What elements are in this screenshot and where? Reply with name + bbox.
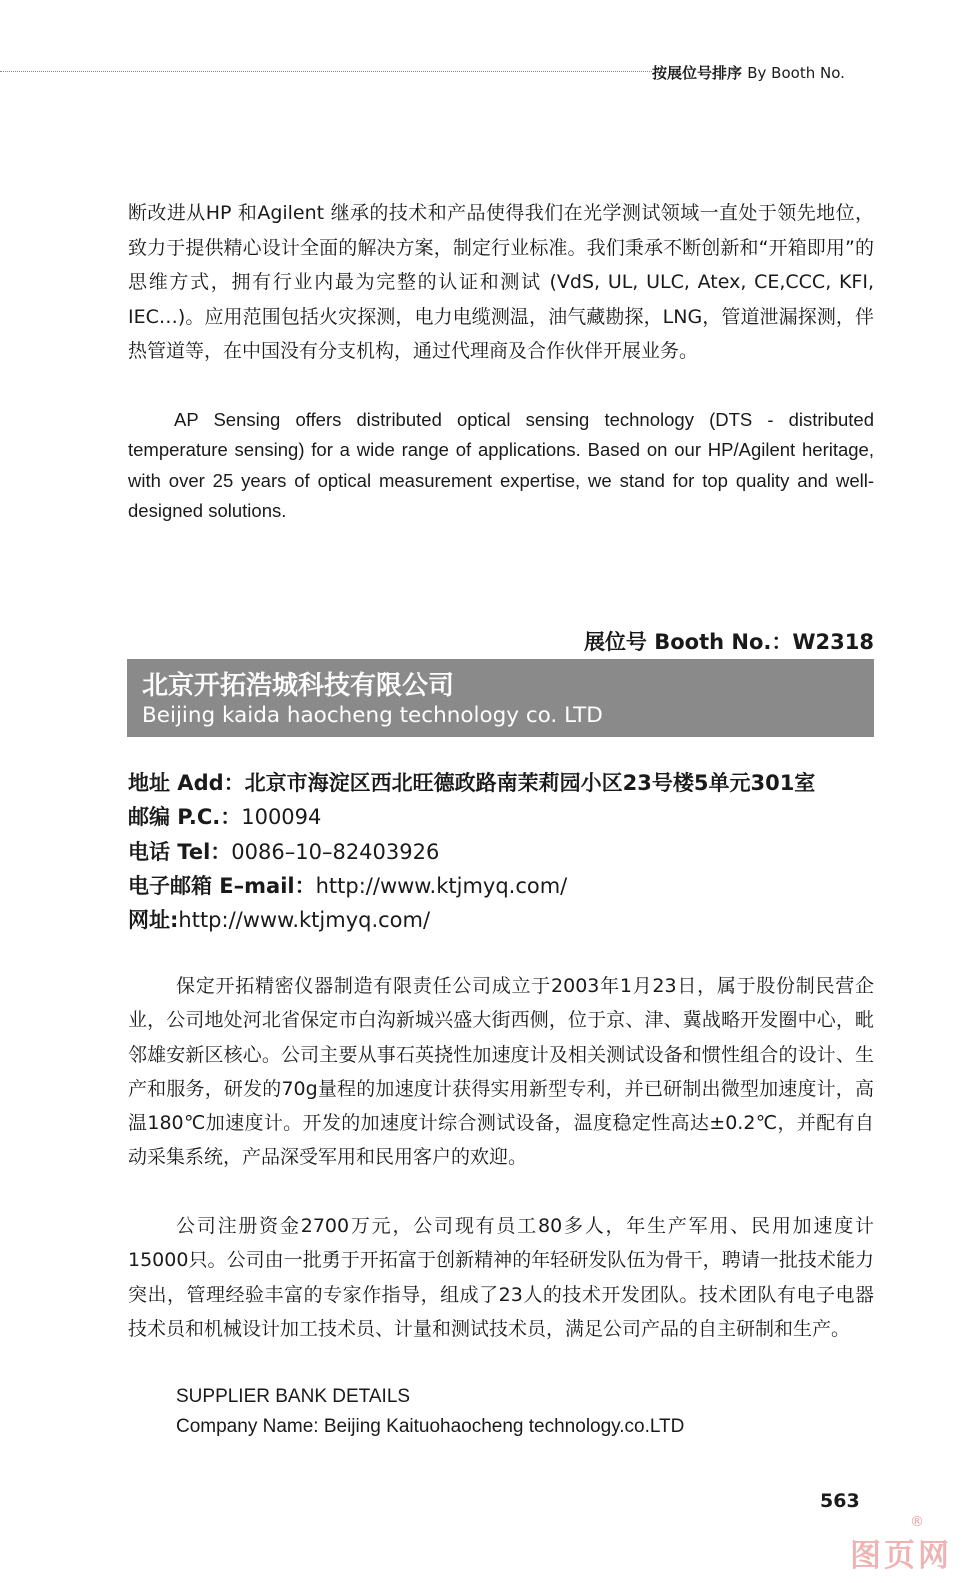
watermark-text: 图页网 bbox=[850, 1538, 952, 1574]
email-value: http://www.ktjmyq.com/ bbox=[315, 874, 568, 898]
running-header bbox=[652, 62, 845, 83]
registered-mark: ® bbox=[910, 1514, 924, 1530]
phone-label: 电话 Tel： bbox=[128, 840, 232, 864]
website-value: http://www.ktjmyq.com/ bbox=[178, 908, 431, 932]
website-label: 网址: bbox=[128, 908, 179, 932]
watermark-logo bbox=[850, 1514, 970, 1576]
intro-paragraph-en: AP Sensing offers distributed optical sensing technology (DTS - distributed temperature sensing) for a wide range of applications. Based on our HP/Agilent heritage, with over 25 years of optical measurement expertise, we stand for top quality and well-designed solutions. bbox=[128, 409, 874, 521]
phone-value: 0086–10–82403926 bbox=[231, 840, 440, 864]
address-value: 北京市海淀区西北旺德政路南茉莉园小区23号楼5单元301室 bbox=[244, 771, 816, 795]
running-header-en: By Booth No. bbox=[747, 64, 845, 82]
company-name-cn: 北京开拓浩城科技有限公司 bbox=[142, 671, 455, 701]
header-rule bbox=[0, 71, 652, 72]
company-title-bar bbox=[127, 659, 874, 737]
bank-company-name: Company Name: Beijing Kaituohaocheng technology.co.LTD bbox=[176, 1416, 685, 1437]
booth-number: 展位号 Booth No.：W2318 bbox=[583, 630, 874, 654]
bank-details-title: SUPPLIER BANK DETAILS bbox=[176, 1386, 411, 1407]
company-description-paragraph-2: 公司注册资金2700万元，公司现有员工80多人，年生产军用、民用加速度计15000只。公司由一批勇于开拓富于创新精神的年轻研发队伍为骨干，聘请一批技术能力突出，管理经验丰富的专家作指导，组成了23人的技术开发团队。技术团队有电子电器技术员和机械设计加工技术员、计量和测试技术员，满足公司产品的自主研制和生产。 bbox=[128, 1215, 874, 1340]
company-name-en: Beijing kaida haocheng technology co. LTD bbox=[142, 703, 603, 728]
running-header-cn: 按展位号排序 bbox=[652, 64, 743, 82]
postcode-value: 100094 bbox=[241, 805, 322, 829]
intro-paragraph-cn: 断改进从HP 和Agilent 继承的技术和产品使得我们在光学测试领域一直处于领先地位，致力于提供精心设计全面的解决方案，制定行业标准。我们秉承不断创新和“开箱即用”的思维方式，拥有行业内最为完整的认证和测试 (VdS, UL, ULC, Atex, CE,CCC, KFI, IEC…)。应用范围包括火灾探测，电力电缆测温，油气藏勘探，LNG，管道泄漏探测，伴热管道等，在中国没有分支机构，通过代理商及合作伙伴开展业务。 bbox=[128, 202, 874, 363]
contact-email bbox=[128, 870, 888, 904]
company-description-paragraph-1: 保定开拓精密仪器制造有限责任公司成立于2003年1月23日，属于股份制民营企业，公司地处河北省保定市白沟新城兴盛大街西侧，位于京、津、冀战略开发圈中心，毗邻雄安新区核心。公司主要从事石英挠性加速度计及相关测试设备和惯性组合的设计、生产和服务，研发的70g量程的加速度计获得实用新型专利，并已研制出微型加速度计，高温180℃加速度计。开发的加速度计综合测试设备，温度稳定性高达±0.2℃，并配有自动采集系统，产品深受军用和民用客户的欢迎。 bbox=[128, 975, 874, 1169]
page-number: 563 bbox=[820, 1490, 860, 1512]
address-label: 地址 Add： bbox=[128, 771, 245, 795]
contact-phone bbox=[128, 836, 888, 870]
contact-postcode bbox=[128, 801, 888, 835]
contact-address bbox=[128, 767, 888, 801]
contact-website bbox=[128, 904, 888, 938]
email-label: 电子邮箱 E–mail： bbox=[128, 874, 316, 898]
postcode-label: 邮编 P.C.： bbox=[128, 805, 242, 829]
